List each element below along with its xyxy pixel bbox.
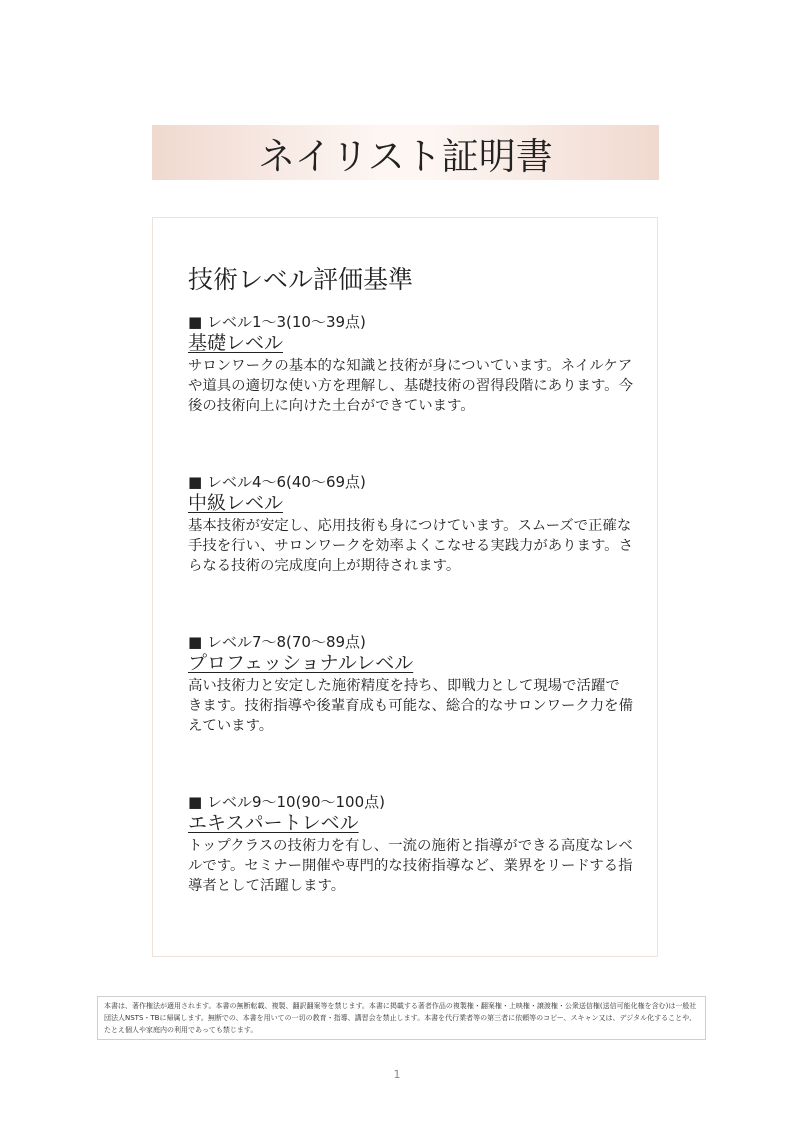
level-range: ■ レベル4～6(40～69点) xyxy=(188,473,366,491)
criteria-card xyxy=(152,217,658,957)
level-range: ■ レベル9～10(90～100点) xyxy=(188,793,385,811)
level-section-intermediate xyxy=(188,472,633,576)
level-description: 基本技術が安定し、応用技術も身につけています。スムーズで正確な手技を行い、サロンワークを効率よくこなせる実践力があります。さらなる技術の完成度向上が期待されます。 xyxy=(188,518,633,574)
level-name: 基礎レベル xyxy=(188,332,284,354)
level-name: エキスパートレベル xyxy=(188,812,359,834)
level-description: トップクラスの技術力を有し、一流の施術と指導ができる高度なレベルです。セミナー開催や専門的な技術指導など、業界をリードする指導者として活躍します。 xyxy=(188,838,633,894)
level-name: プロフェッショナルレベル xyxy=(188,652,414,674)
level-description: サロンワークの基本的な知識と技術が身についています。ネイルケアや道具の適切な使い方を理解し、基礎技術の習得段階にあります。今後の技術向上に向けた土台ができています。 xyxy=(188,358,633,414)
copyright-notice: 本書は、著作権法が適用されます。本書の無断転載、複製、翻訳翻案等を禁じます。本書に掲載する著者作品の複製権・翻案権・上映権・譲渡権・公衆送信権(送信可能化権を含む)は一般社団法人NSTS・TBに帰属します。無断での、本書を用いての一切の教育・指導、講習会を禁止します。本書を代行業者等の第三者に依頼等のコピー、スキャン又は、デジタル化することや、たとえ個人や家庭内の利用であっても禁じます。 xyxy=(97,996,706,1040)
document-title: ネイリスト証明書 xyxy=(258,134,553,178)
level-range: ■ レベル1～3(10～39点) xyxy=(188,313,366,331)
level-name: 中級レベル xyxy=(188,492,284,514)
page-number: 1 xyxy=(393,1068,401,1081)
title-banner xyxy=(152,125,659,180)
level-section-expert xyxy=(188,792,633,896)
criteria-heading: 技術レベル評価基準 xyxy=(188,265,414,294)
level-description: 高い技術力と安定した施術精度を持ち、即戦力として現場で活躍できます。技術指導や後輩育成も可能な、総合的なサロンワーク力を備えています。 xyxy=(188,678,633,734)
level-section-professional xyxy=(188,632,633,736)
level-section-basic xyxy=(188,312,633,416)
level-range: ■ レベル7～8(70～89点) xyxy=(188,633,366,651)
